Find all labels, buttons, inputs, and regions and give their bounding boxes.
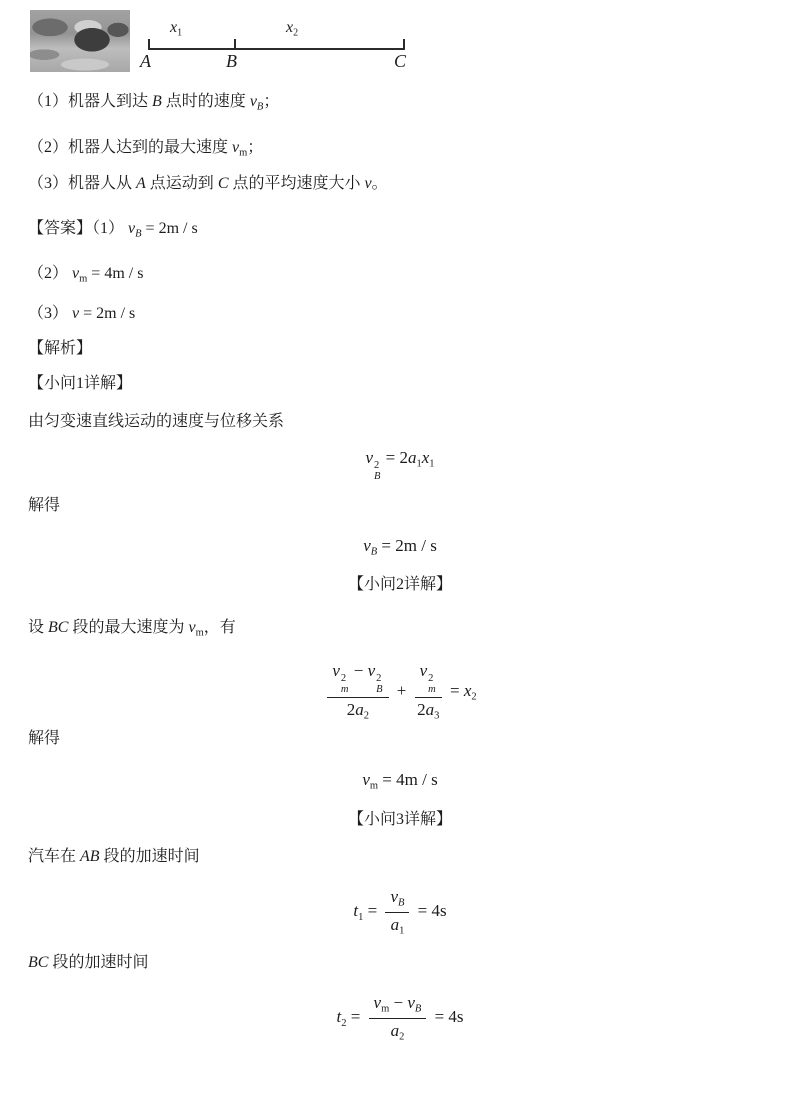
point-label-b: B <box>226 51 237 71</box>
question-3: （3）机器人从 A 点运动到 C 点的平均速度大小 v。 <box>28 175 388 192</box>
tick-b <box>234 39 236 49</box>
segment-label-x1: $x_1$ <box>170 19 183 39</box>
question-1: （1）机器人到达 B 点时的速度 $v_B$； <box>28 93 280 113</box>
formula-t2: $t_2$ = $\frac{v_m - v_B}{a_2}$ = 4s <box>336 993 464 1043</box>
tick-a <box>148 39 150 49</box>
explain-velocity-displacement: 由匀变速直线运动的速度与位移关系 <box>28 413 285 430</box>
section-header-analysis: 【解析】 <box>28 340 93 357</box>
point-label-a: A <box>140 51 151 71</box>
explain-set-bc-max-speed: 设 BC 段的最大速度为 $v_m$，有 <box>28 619 236 639</box>
explain-bc-accel-time: BC 段的加速时间 <box>28 954 149 971</box>
question-2: （2）机器人达到的最大速度 $v_m$； <box>28 139 264 159</box>
distance-diagram <box>140 19 407 74</box>
baseline <box>148 48 405 50</box>
formula-vm-result: $v_m = 4m / s$ <box>362 770 438 792</box>
point-label-c: C <box>394 51 407 71</box>
formula-vm-equation: v 2 m − v 2 B $2a_2$ + v 2 m $2a_3$ = $x_2$ <box>0 661 800 723</box>
segment-label-x2: $x_2$ <box>286 19 299 39</box>
section-header-subq1: 【小问1详解】 <box>28 375 133 392</box>
formula-vb-result: $v_B = 2m / s$ <box>363 536 437 558</box>
solve-label-1: 解得 <box>28 497 61 514</box>
answer-2: （2） $v_m = 4m / s$ <box>28 265 144 285</box>
section-header-subq3: 【小问3详解】 <box>347 811 452 828</box>
robot-scene-photo <box>30 10 130 72</box>
tick-c <box>403 39 405 49</box>
solve-label-2: 解得 <box>28 730 61 747</box>
formula-t1: $t_1$ = $\frac{v_B}{a_1}$ = 4s <box>353 887 447 937</box>
formula-vb-squared: v 2 B = $2a_1x_1$ <box>365 448 435 482</box>
answer-3: （3） v = 2m / s <box>28 305 136 322</box>
explain-ab-accel-time: 汽车在 AB 段的加速时间 <box>28 848 200 865</box>
section-header-subq2: 【小问2详解】 <box>347 576 452 593</box>
answer-1: 【答案】（1） $v_B = 2m / s$ <box>28 220 198 240</box>
